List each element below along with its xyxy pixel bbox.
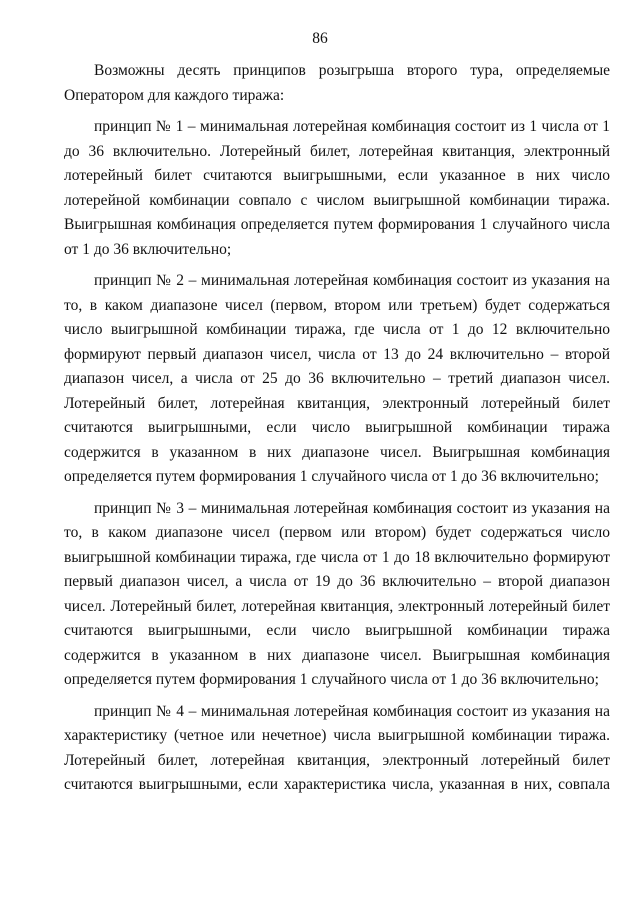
- paragraph-principle-1: принцип № 1 – минимальная лотерейная комбинация состоит из 1 числа от 1 до 36 включительно. Лотерейный билет, лотерейная квитанция, электронный лотерейный билет считаются выигрышными, если указанное в них число лотерейной комбинации совпало с числом выигрышной комбинации тиража. Выигрышная комбинация определяется путем формирования 1 случайного числа от 1 до 36 включительно;: [64, 118, 610, 258]
- paragraph-principle-4: принцип № 4 – минимальная лотерейная комбинация состоит из указания на характеристику (четное или нечетное) числа выигрышной комбинации тиража. Лотерейный билет, лотерейная квитанция, электронный лотерейный билет считаются выигрышными, если характеристика числа, указанная в них, совпала: [64, 702, 610, 793]
- paragraph-intro: Возможны десять принципов розыгрыша второго тура, определяемые Оператором для каждого тиража:: [64, 62, 610, 104]
- document-body: [64, 59, 610, 805]
- page-number: 86: [312, 30, 328, 47]
- paragraph-principle-3: принцип № 3 – минимальная лотерейная комбинация состоит из указания на то, в каком диапазоне чисел (первом или втором) будет содержаться число выигрышной комбинации тиража, где числа от 1 до 18 включительно формируют первый диапазон чисел, а числа от 19 до 36 включительно – второй диапазон чисел. Лотерейный билет, лотерейная квитанция, электронный лотерейный билет считаются выигрышными, если число выигрышной комбинации тиража содержится в указанном в них диапазоне чисел. Выигрышная комбинация определяется путем формирования 1 случайного числа от 1 до 36 включительно;: [64, 499, 610, 688]
- paragraph-principle-2: принцип № 2 – минимальная лотерейная комбинация состоит из указания на то, в каком диапазоне чисел (первом, втором или третьем) будет содержаться число выигрышной комбинации тиража, где числа от 1 до 12 включительно формируют первый диапазон чисел, числа от 13 до 24 включительно – второй диапазон чисел, а числа от 25 до 36 включительно – третий диапазон чисел. Лотерейный билет, лотерейная квитанция, электронный лотерейный билет считаются выигрышными, если число выигрышной комбинации тиража содержится в указанном в них диапазоне чисел. Выигрышная комбинация определяется путем формирования 1 случайного числа от 1 до 36 включительно;: [64, 272, 610, 485]
